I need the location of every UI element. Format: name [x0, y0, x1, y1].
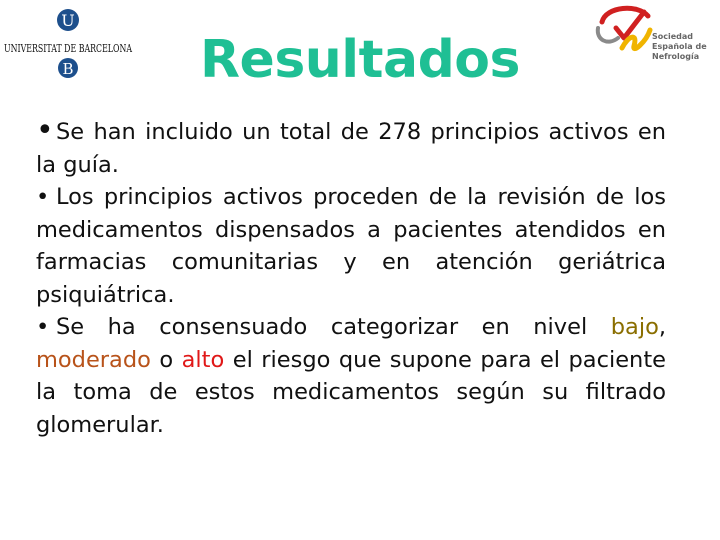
bullet-marker: • — [36, 314, 50, 340]
bullet-item-3 — [36, 311, 666, 441]
risk-level-moderate: moderado — [36, 346, 151, 373]
bullet-text-3b: el riesgo que supone para el paciente la toma de estos medicamentos según su filtrado glomerular. — [36, 346, 666, 438]
ub-logo-text: UNIVERSITAT DE BARCELONA — [4, 41, 133, 55]
bullet-text-3a: Se ha consensuado categorizar en nivel — [56, 314, 611, 340]
bullet-item-2 — [36, 181, 666, 311]
sen-line-1: Sociedad — [652, 32, 694, 41]
sen-line-2: Española de — [652, 42, 707, 51]
bullet-list — [36, 113, 666, 441]
risk-level-high: alto — [181, 346, 225, 373]
bullet-text-2: Los principios activos proceden de la revisión de los medicamentos dispensados a pacientes atendidos en farmacias comunitarias y en atención geriátrica psiquiátrica. — [36, 184, 666, 308]
ub-letter-b: B — [62, 60, 74, 78]
page-title: Resultados — [200, 30, 520, 90]
separator-2: o — [150, 346, 182, 373]
risk-level-low: bajo — [610, 314, 659, 340]
separator-1: , — [658, 314, 666, 340]
ub-letter-u: U — [61, 11, 75, 30]
bullet-text-1: Se han incluido un total de 278 principios activos en la guía. — [36, 119, 666, 178]
bullet-marker: • — [36, 113, 54, 148]
sen-line-3: Nefrología — [652, 52, 700, 61]
bullet-item-1 — [36, 113, 666, 181]
bullet-marker: • — [36, 184, 50, 210]
